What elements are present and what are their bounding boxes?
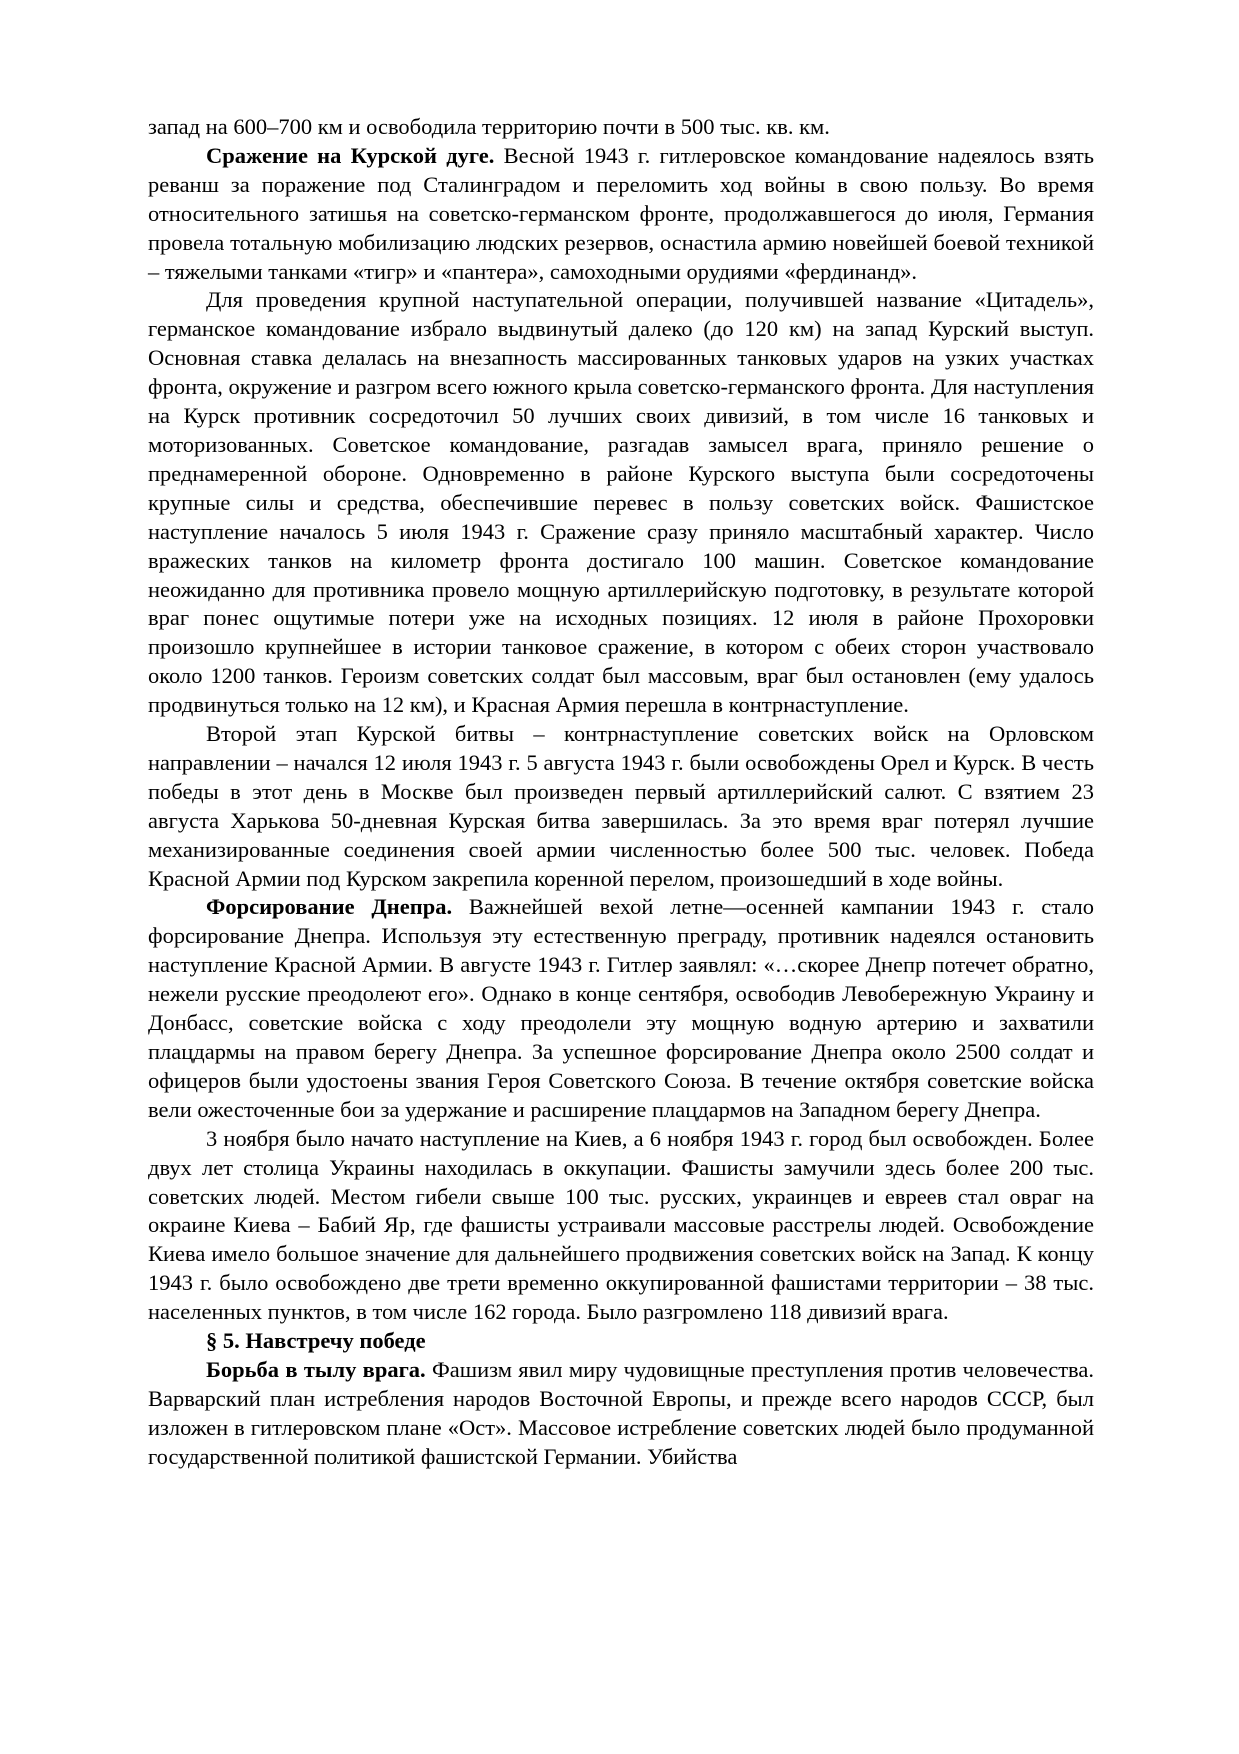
document-page — [148, 113, 1094, 1472]
paragraph — [148, 142, 1094, 287]
paragraph-text: запад на 600–700 км и освободила территорию почти в 500 тыс. кв. км. — [148, 114, 830, 139]
paragraph-text: Фашизм явил миру чудовищные преступления против человечества. Варварский план истребления народов Восточной Европы, и прежде всего народов СССР, был изложен в гитлеровском плане «Ост». Массовое истребление советских людей было продуманной государственной политикой фашистской Германии. Убийства — [148, 1356, 1094, 1469]
paragraph-text: 3 ноября было начато наступление на Киев, а 6 ноября 1943 г. город был освобожден. Более двух лет столица Украины находилась в оккупации. Фашисты замучили здесь более 200 тыс. советских людей. Местом гибели свыше 100 тыс. русских, украинцев и евреев стал овраг на окраине Киева – Бабий Яр, где фашисты устраивали массовые расстрелы людей. Освобождение Киева имело большое значение для дальнейшего продвижения советских войск на Запад. К концу 1943 г. было освобождено две трети временно оккупированной фашистами территории – 38 тыс. населенных пунктов, в том числе 162 города. Было разгромлено 118 дивизий врага. — [148, 1125, 1094, 1325]
paragraph — [148, 1356, 1094, 1472]
paragraph — [148, 720, 1094, 893]
section-heading: § 5. Навстречу победе — [206, 1328, 426, 1354]
paragraph-lead-heading: Форсирование Днепра. — [206, 894, 453, 920]
paragraph-text: Для проведения крупной наступательной операции, получившей название «Цитадель», германское командование избрало выдвинутый далеко (до 120 км) на запад Курский выступ. Основная ставка делалась на внезапность массированных танковых ударов на узких участках фронта, окружение и разгром всего южного крыла советско-германского фронта. Для наступления на Курск противник сосредоточил 50 лучших своих дивизий, в том числе 16 танковых и моторизованных. Советское командование, разгадав замысел врага, приняло решение о преднамеренной обороне. Одновременно в районе Курского выступа были сосредоточены крупные силы и средства, обеспечившие перевес в пользу советских войск. Фашистское наступление началось 5 июля 1943 г. Сражение сразу приняло масштабный характер. Число вражеских танков на километр фронта достигало 100 машин. Советское командование неожиданно для противника провело мощную артиллерийскую подготовку, в результате которой враг понес ощутимые потери уже на исходных позициях. 12 июля в районе Прохоровки произошло крупнейшее в истории танковое сражение, в котором с обеих сторон участвовало около 1200 танков. Героизм советских солдат был массовым, враг был остановлен (ему удалось продвинуться только на 12 км), и Красная Армия перешла в контрнаступление. — [148, 287, 1094, 718]
paragraph-lead-heading: Борьба в тылу врага. — [206, 1356, 426, 1382]
paragraph-text: Весной 1943 г. гитлеровское командование надеялось взять реванш за поражение под Сталинградом и переломить ход войны в свою пользу. Во время относительного затишья на советско-германском фронте, продолжавшегося до июля, Германия провела тотальную мобилизацию людских резервов, оснастила армию новейшей боевой техникой – тяжелыми танками «тигр» и «пантера», самоходными орудиями «фердинанд». — [148, 142, 1095, 284]
paragraph — [148, 113, 1094, 142]
paragraph-text: Второй этап Курской битвы – контрнаступление советских войск на Орловском направлении – начался 12 июля 1943 г. 5 августа 1943 г. были освобождены Орел и Курск. В честь победы в этот день в Москве был произведен первый артиллерийский салют. С взятием 23 августа Харькова 50-дневная Курская битва завершилась. За это время враг потерял лучшие механизированные соединения своей армии численностью более 500 тыс. человек. Победа Красной Армии под Курском закрепила коренной перелом, произошедший в ходе войны. — [148, 721, 1094, 891]
paragraph — [148, 1125, 1094, 1327]
paragraph-text: Важнейшей вехой летне—осенней кампании 1943 г. стало форсирование Днепра. Используя эту естественную преграду, противник надеялся остановить наступление Красной Армии. В августе 1943 г. Гитлер заявлял: «…скорее Днепр потечет обратно, нежели русские преодолеют его». Однако в конце сентября, освободив Левобережную Украину и Донбасс, советские войска с ходу преодолели эту мощную водную артерию и захватили плацдармы на правом берегу Днепра. За успешное форсирование Днепра около 2500 солдат и офицеров были удостоены звания Героя Советского Союза. В течение октября советские войска вели ожесточенные бои за удержание и расширение плацдармов на Западном берегу Днепра. — [148, 894, 1095, 1122]
paragraph — [148, 286, 1094, 720]
paragraph — [148, 893, 1094, 1124]
paragraph-lead-heading: Сражение на Курской дуге. — [206, 142, 495, 168]
